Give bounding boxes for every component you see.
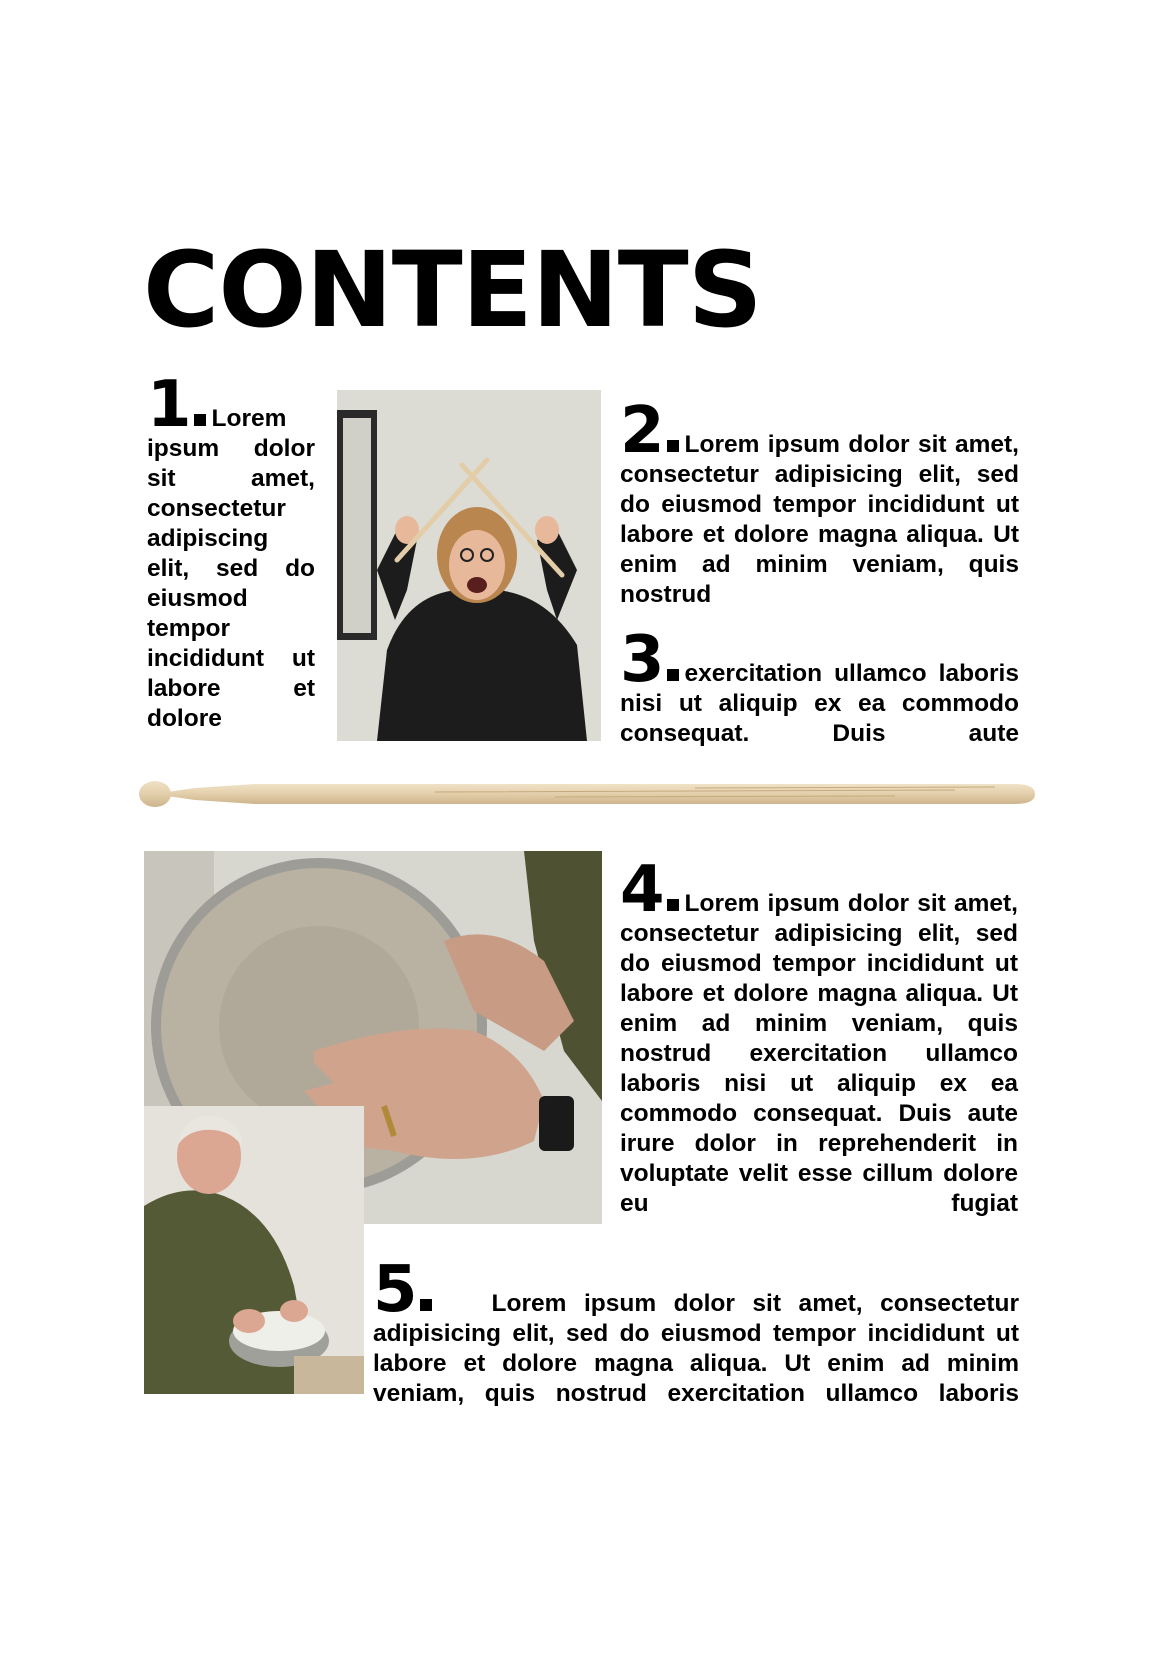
bullet-square: [667, 669, 679, 681]
item-number: 2: [620, 394, 663, 468]
contents-item-4: [620, 853, 1018, 1249]
bullet-square: [420, 1299, 432, 1311]
drumstick-divider-image: [135, 772, 1040, 816]
photo-woman-drumsticks: [337, 390, 601, 741]
contents-item-1: [147, 368, 315, 764]
photo-man-playing-drum: [144, 1106, 364, 1394]
item-number: 3: [620, 623, 663, 697]
contents-item-2: [620, 394, 1019, 640]
item-text: Lorem ipsum dolor sit amet, consectetur adipiscing elit, sed do eiusmod tempor incididunt ut labore et dolore: [147, 405, 315, 732]
page-title: CONTENTS: [143, 229, 762, 351]
bullet-square: [667, 440, 679, 452]
bullet-square: [667, 899, 679, 911]
item-number: 5: [373, 1253, 416, 1327]
bullet-square: [194, 414, 206, 426]
item-text: Lorem ipsum dolor sit amet, consectetur adipisicing elit, sed do eiusmod tempor incididunt ut labore et dolore magna aliqua. Ut enim ad minim veniam, quis nostrud exercitation ullamco laboris nisi ut aliquip ex ea commodo consequat. Duis aute irure dolor in reprehenderit in voluptate velit esse cillum dolore eu fugiat: [620, 890, 1018, 1217]
contents-item-5: [373, 1253, 1019, 1439]
item-text: Lorem ipsum dolor sit amet, consectetur adipisicing elit, sed do eiusmod tempor incididunt ut labore et dolore magna aliqua. Ut enim ad minim veniam, quis nostrud: [620, 431, 1019, 608]
item-number: 4: [620, 853, 663, 927]
contents-item-3: [620, 623, 1019, 779]
item-text: Lorem ipsum dolor sit amet, consectetur adipisicing elit, sed do eiusmod tempor incididunt ut labore et dolore magna aliqua. Ut enim ad minim veniam, quis nostrud exercitation ullamco laboris: [373, 1290, 1019, 1407]
item-number: 1: [147, 368, 190, 442]
item-text: exercitation ullamco laboris nisi ut aliquip ex ea commodo consequat. Duis aute: [620, 660, 1019, 747]
